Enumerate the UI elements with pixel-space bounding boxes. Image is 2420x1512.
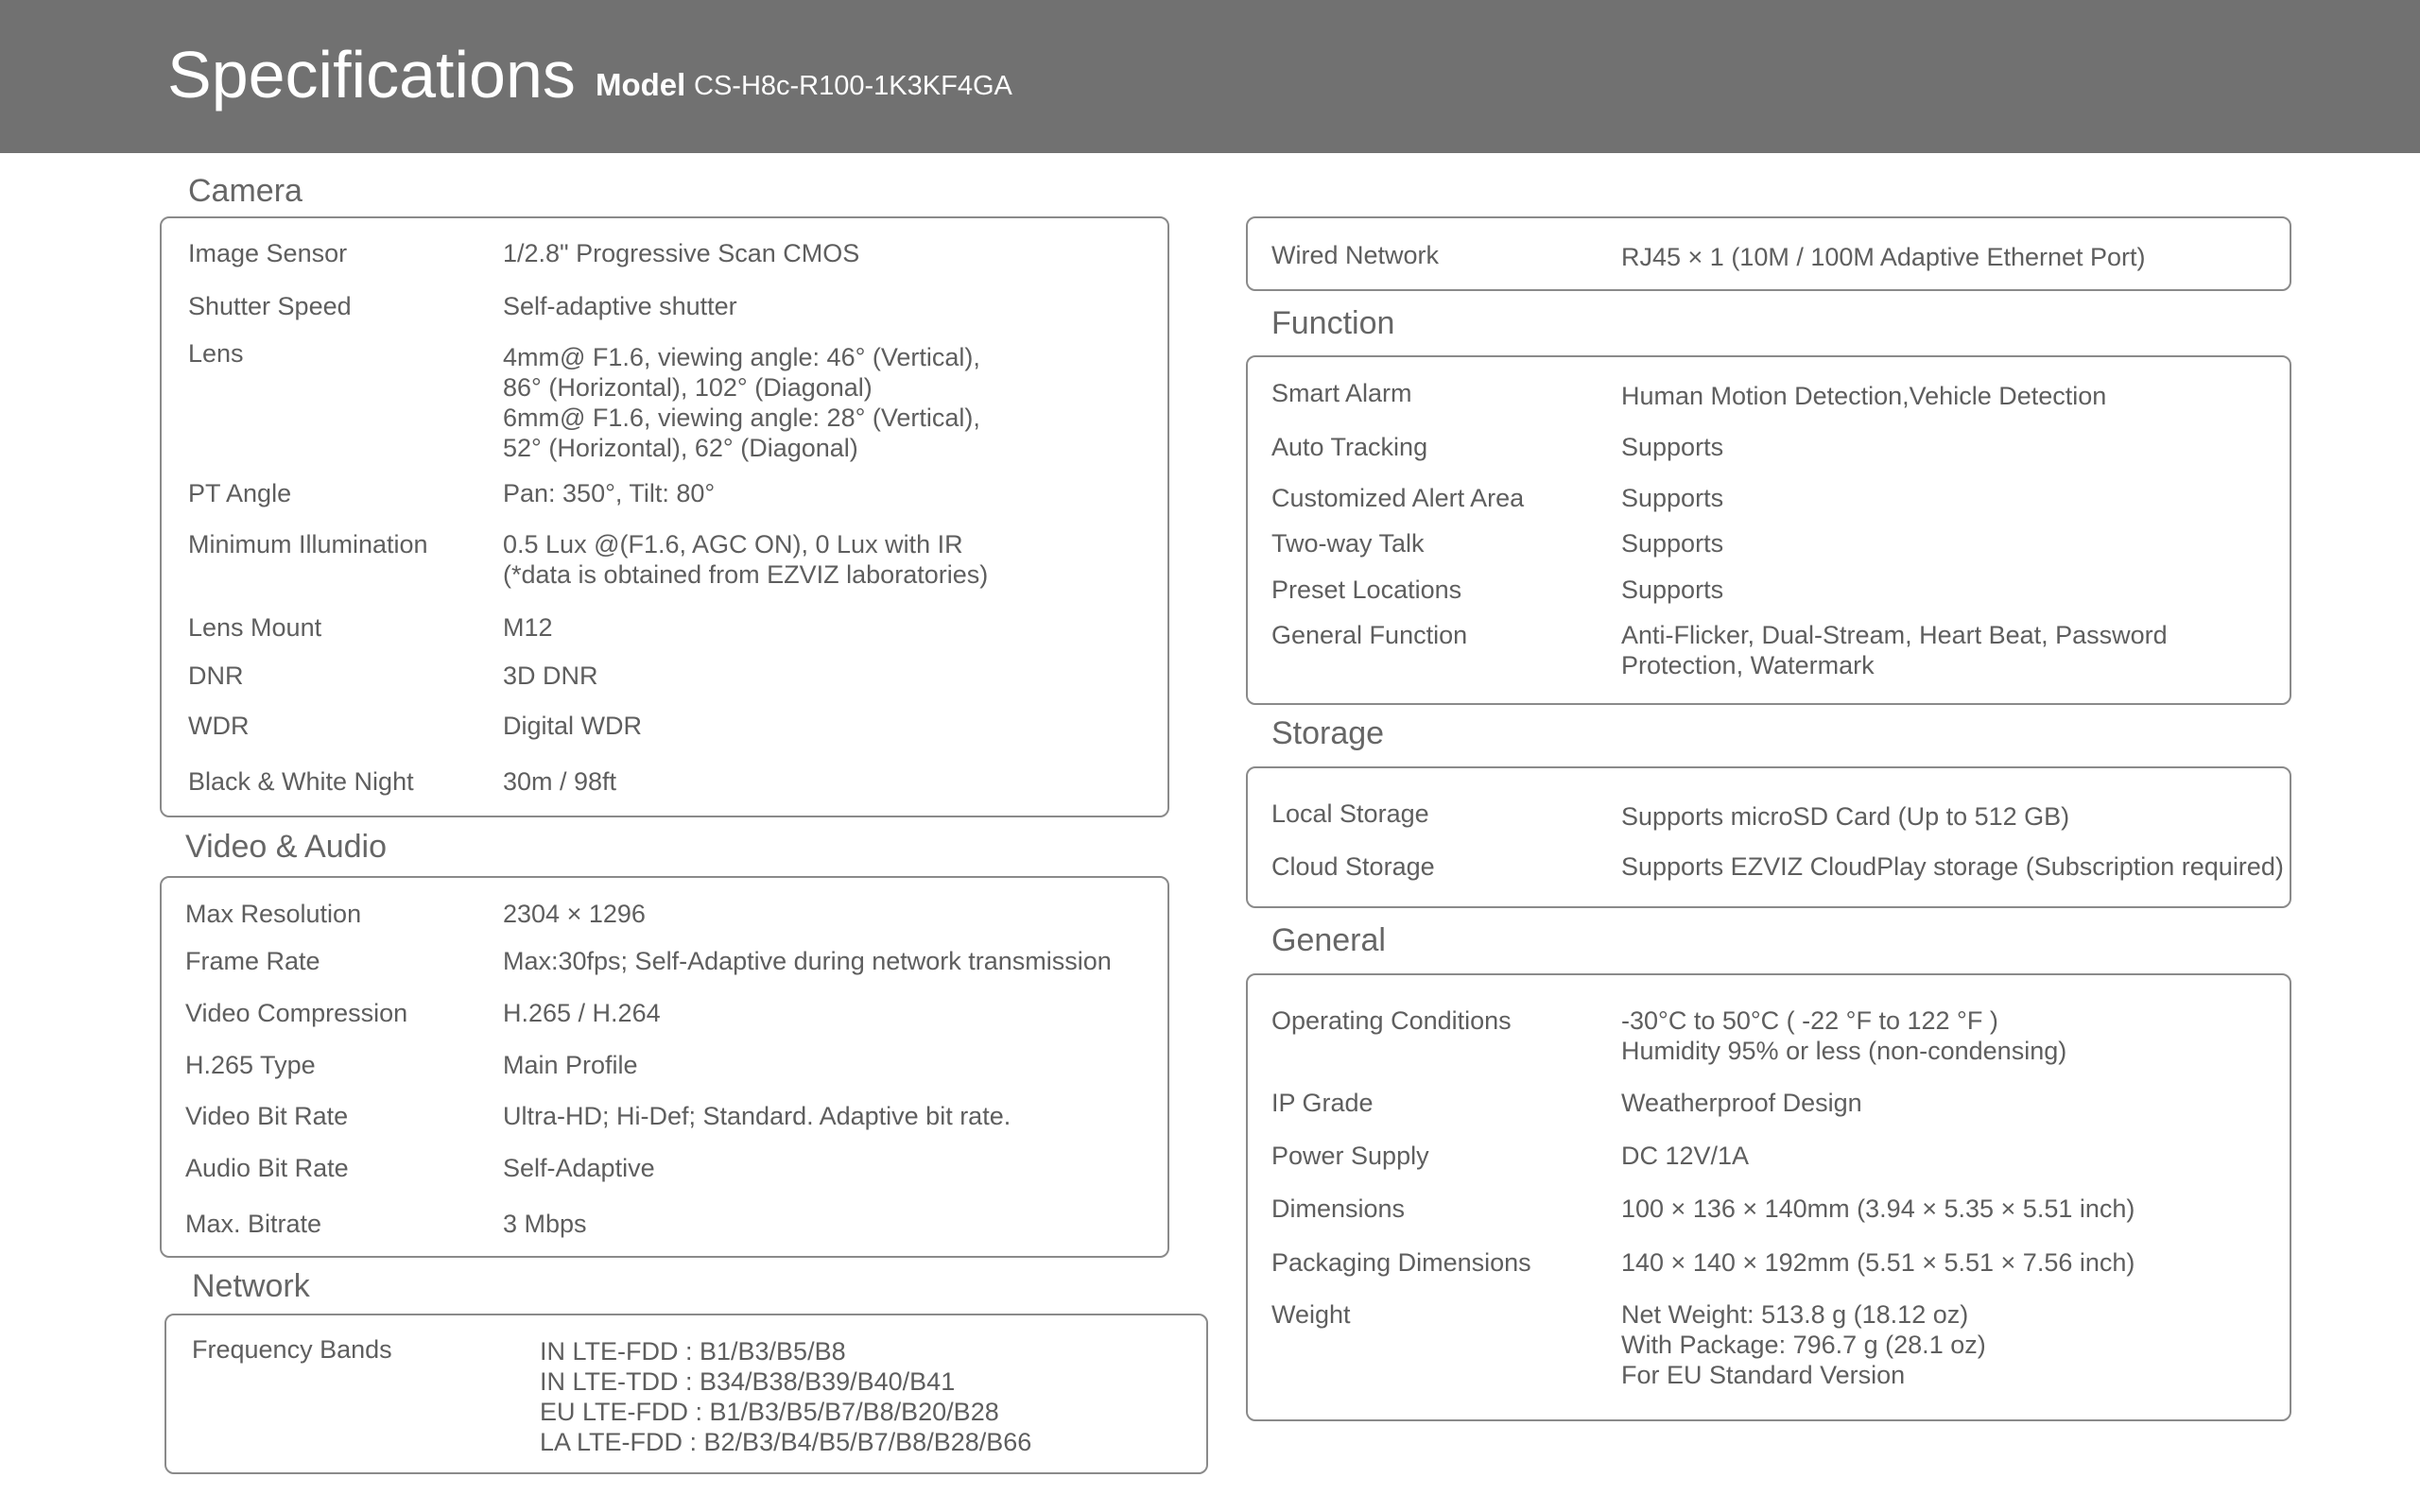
spec-label: Preset Locations	[1271, 576, 1462, 604]
spec-value: -30°C to 50°C ( -22 °F to 122 °F ) Humidity 95% or less (non-condensing)	[1621, 1006, 2067, 1065]
spec-value: 4mm@ F1.6, viewing angle: 46° (Vertical), 86° (Horizontal), 102° (Diagonal) 6mm@ F1.6, viewing angle: 28° (Vertical), 52° (Horizontal), 62° (Diagonal)	[503, 343, 980, 462]
spec-value: 30m / 98ft	[503, 767, 617, 796]
spec-value: 2304 × 1296	[503, 900, 646, 928]
spec-label: IP Grade	[1271, 1089, 1374, 1117]
model-label: Model	[596, 67, 686, 102]
spec-label: Audio Bit Rate	[185, 1154, 349, 1182]
spec-label: H.265 Type	[185, 1051, 316, 1079]
spec-label: Dimensions	[1271, 1194, 1406, 1223]
camera-section-title: Camera	[188, 173, 302, 209]
storage-spec-box	[1246, 766, 2291, 908]
spec-value: Human Motion Detection,Vehicle Detection	[1621, 382, 2107, 410]
spec-value: Supports	[1621, 576, 1724, 604]
video-audio-section-title: Video & Audio	[185, 829, 387, 865]
spec-value: 1/2.8" Progressive Scan CMOS	[503, 239, 860, 267]
spec-value: Self-adaptive shutter	[503, 292, 737, 320]
spec-value: M12	[503, 613, 553, 642]
spec-label: Cloud Storage	[1271, 852, 1435, 881]
spec-value: IN LTE-FDD : B1/B3/B5/B8 IN LTE-TDD : B34/B38/B39/B40/B41 EU LTE-FDD : B1/B3/B5/B7/B8/B20/B28 LA LTE-FDD : B2/B3/B4/B5/B7/B8/B28/B66	[540, 1337, 1032, 1456]
spec-value: Self-Adaptive	[503, 1154, 655, 1182]
spec-value: RJ45 × 1 (10M / 100M Adaptive Ethernet Port)	[1621, 243, 2146, 271]
spec-value: Supports microSD Card (Up to 512 GB)	[1621, 802, 2070, 831]
spec-label: General Function	[1271, 621, 1468, 649]
spec-value: Pan: 350°, Tilt: 80°	[503, 479, 716, 507]
spec-value: 140 × 140 × 192mm (5.51 × 5.51 × 7.56 inch)	[1621, 1248, 2135, 1277]
spec-label: DNR	[188, 662, 244, 690]
spec-label: Video Compression	[185, 999, 408, 1027]
spec-label: WDR	[188, 712, 250, 740]
spec-label: Frequency Bands	[192, 1335, 392, 1364]
spec-label: PT Angle	[188, 479, 292, 507]
storage-section-title: Storage	[1271, 715, 1385, 751]
spec-value: Anti-Flicker, Dual-Stream, Heart Beat, Password Protection, Watermark	[1621, 621, 2168, 679]
spec-value: Supports	[1621, 529, 1724, 558]
spec-label: Weight	[1271, 1300, 1351, 1329]
network-section-title: Network	[192, 1268, 310, 1304]
function-section-title: Function	[1271, 305, 1395, 341]
spec-value: Digital WDR	[503, 712, 643, 740]
spec-label: Lens	[188, 339, 244, 368]
spec-label: Max Resolution	[185, 900, 362, 928]
spec-value: Weatherproof Design	[1621, 1089, 1862, 1117]
spec-value: Supports EZVIZ CloudPlay storage (Subscription required)	[1621, 852, 2284, 881]
spec-value: Max:30fps; Self-Adaptive during network transmission	[503, 947, 1112, 975]
spec-label: Wired Network	[1271, 241, 1440, 269]
spec-value: DC 12V/1A	[1621, 1142, 1750, 1170]
spec-label: Customized Alert Area	[1271, 484, 1525, 512]
spec-label: Shutter Speed	[188, 292, 352, 320]
general-section-title: General	[1271, 922, 1386, 958]
spec-label: Local Storage	[1271, 799, 1429, 828]
spec-value: 100 × 136 × 140mm (3.94 × 5.35 × 5.51 inch)	[1621, 1194, 2135, 1223]
spec-value: Supports	[1621, 433, 1724, 461]
spec-label: Image Sensor	[188, 239, 348, 267]
model-value: CS-H8c-R100-1K3KF4GA	[694, 71, 1012, 101]
spec-label: Lens Mount	[188, 613, 322, 642]
spec-value: 0.5 Lux @(F1.6, AGC ON), 0 Lux with IR (*data is obtained from EZVIZ laboratories)	[503, 530, 989, 589]
spec-label: Black & White Night	[188, 767, 414, 796]
header-bar	[0, 0, 2420, 153]
spec-value: Supports	[1621, 484, 1724, 512]
spec-label: Smart Alarm	[1271, 379, 1412, 407]
page-title: Specifications	[167, 38, 576, 112]
spec-label: Two-way Talk	[1271, 529, 1425, 558]
spec-label: Frame Rate	[185, 947, 320, 975]
spec-label: Auto Tracking	[1271, 433, 1428, 461]
spec-label: Max. Bitrate	[185, 1210, 322, 1238]
spec-value: Main Profile	[503, 1051, 638, 1079]
spec-label: Video Bit Rate	[185, 1102, 349, 1130]
spec-value: 3D DNR	[503, 662, 598, 690]
spec-value: 3 Mbps	[503, 1210, 587, 1238]
spec-label: Operating Conditions	[1271, 1006, 1512, 1035]
spec-label: Minimum Illumination	[188, 530, 428, 558]
spec-value: H.265 / H.264	[503, 999, 661, 1027]
spec-label: Power Supply	[1271, 1142, 1429, 1170]
spec-value: Net Weight: 513.8 g (18.12 oz) With Package: 796.7 g (28.1 oz) For EU Standard Version	[1621, 1300, 1986, 1389]
spec-label: Packaging Dimensions	[1271, 1248, 1531, 1277]
spec-value: Ultra-HD; Hi-Def; Standard. Adaptive bit rate.	[503, 1102, 1011, 1130]
